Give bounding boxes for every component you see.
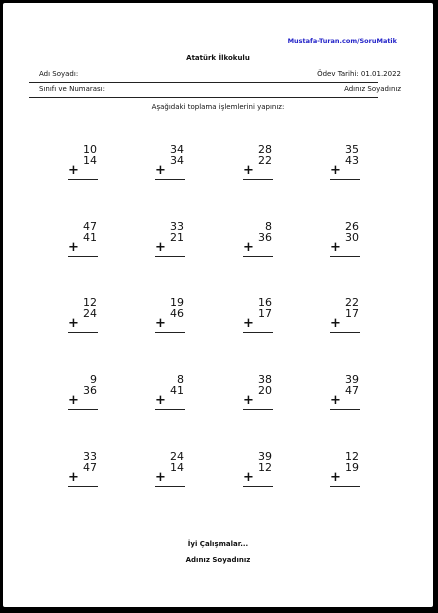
addition-problem bbox=[155, 451, 195, 495]
first-addend: 34 bbox=[170, 143, 184, 156]
second-addend: 43 bbox=[345, 154, 359, 167]
addition-problem bbox=[330, 221, 370, 265]
first-addend: 12 bbox=[83, 296, 97, 309]
first-addend: 28 bbox=[258, 143, 272, 156]
second-addend: 36 bbox=[258, 231, 272, 244]
answer-line bbox=[155, 409, 185, 410]
answer-line bbox=[330, 179, 360, 180]
first-addend: 33 bbox=[83, 450, 97, 463]
addition-problem bbox=[155, 297, 195, 341]
plus-sign: + bbox=[68, 316, 79, 331]
addition-problem bbox=[243, 144, 283, 188]
first-addend: 24 bbox=[170, 450, 184, 463]
second-addend: 30 bbox=[345, 231, 359, 244]
addition-problem bbox=[330, 297, 370, 341]
plus-sign: + bbox=[330, 316, 341, 331]
plus-sign: + bbox=[330, 240, 341, 255]
answer-line bbox=[68, 332, 98, 333]
second-addend: 20 bbox=[258, 384, 272, 397]
addition-problem bbox=[243, 451, 283, 495]
answer-line bbox=[243, 409, 273, 410]
plus-sign: + bbox=[68, 393, 79, 408]
addition-problem bbox=[68, 374, 108, 418]
addition-problem bbox=[68, 451, 108, 495]
first-addend: 26 bbox=[345, 220, 359, 233]
answer-line bbox=[330, 409, 360, 410]
teacher-name: Adınız Soyadınız bbox=[344, 85, 401, 93]
problem-grid bbox=[3, 3, 433, 607]
plus-sign: + bbox=[155, 470, 166, 485]
footer-signature: Adınız Soyadınız bbox=[185, 556, 251, 564]
student-name-label: Adı Soyadı: bbox=[39, 70, 79, 78]
plus-sign: + bbox=[155, 163, 166, 178]
second-addend: 24 bbox=[83, 307, 97, 320]
answer-line bbox=[243, 486, 273, 487]
second-addend: 46 bbox=[170, 307, 184, 320]
second-addend: 41 bbox=[170, 384, 184, 397]
answer-line bbox=[68, 486, 98, 487]
second-addend: 21 bbox=[170, 231, 184, 244]
answer-line bbox=[330, 332, 360, 333]
answer-line bbox=[243, 256, 273, 257]
first-addend: 19 bbox=[170, 296, 184, 309]
plus-sign: + bbox=[68, 470, 79, 485]
good-luck-message: İyi Çalışmalar... bbox=[187, 540, 249, 548]
second-addend: 41 bbox=[83, 231, 97, 244]
first-addend: 38 bbox=[258, 373, 272, 386]
website-link[interactable]: Mustafa-Turan.com/SoruMatik bbox=[287, 37, 397, 45]
first-addend: 9 bbox=[90, 373, 97, 386]
first-addend: 16 bbox=[258, 296, 272, 309]
second-addend: 14 bbox=[170, 461, 184, 474]
answer-line bbox=[155, 332, 185, 333]
answer-line bbox=[155, 256, 185, 257]
plus-sign: + bbox=[155, 393, 166, 408]
plus-sign: + bbox=[243, 393, 254, 408]
answer-line bbox=[330, 256, 360, 257]
plus-sign: + bbox=[68, 240, 79, 255]
plus-sign: + bbox=[243, 163, 254, 178]
addition-problem bbox=[155, 221, 195, 265]
second-addend: 19 bbox=[345, 461, 359, 474]
answer-line bbox=[155, 179, 185, 180]
first-addend: 33 bbox=[170, 220, 184, 233]
first-addend: 10 bbox=[83, 143, 97, 156]
answer-line bbox=[155, 486, 185, 487]
plus-sign: + bbox=[330, 393, 341, 408]
addition-problem bbox=[68, 297, 108, 341]
school-name: Atatürk İlkokulu bbox=[186, 54, 250, 62]
addition-problem bbox=[243, 297, 283, 341]
second-addend: 14 bbox=[83, 154, 97, 167]
instruction-text: Aşağıdaki toplama işlemlerini yapınız: bbox=[151, 103, 285, 111]
first-addend: 8 bbox=[177, 373, 184, 386]
addition-problem bbox=[243, 221, 283, 265]
first-addend: 8 bbox=[265, 220, 272, 233]
plus-sign: + bbox=[155, 316, 166, 331]
first-addend: 39 bbox=[345, 373, 359, 386]
answer-line bbox=[68, 256, 98, 257]
addition-problem bbox=[330, 451, 370, 495]
second-addend: 22 bbox=[258, 154, 272, 167]
answer-line bbox=[243, 332, 273, 333]
addition-problem bbox=[243, 374, 283, 418]
answer-line bbox=[330, 486, 360, 487]
second-addend: 47 bbox=[83, 461, 97, 474]
plus-sign: + bbox=[243, 470, 254, 485]
addition-problem bbox=[330, 144, 370, 188]
answer-line bbox=[243, 179, 273, 180]
addition-problem bbox=[68, 221, 108, 265]
first-addend: 35 bbox=[345, 143, 359, 156]
answer-line bbox=[68, 179, 98, 180]
worksheet-page bbox=[3, 3, 433, 607]
plus-sign: + bbox=[243, 316, 254, 331]
second-addend: 12 bbox=[258, 461, 272, 474]
addition-problem bbox=[155, 144, 195, 188]
second-addend: 17 bbox=[345, 307, 359, 320]
first-addend: 22 bbox=[345, 296, 359, 309]
plus-sign: + bbox=[330, 163, 341, 178]
plus-sign: + bbox=[330, 470, 341, 485]
first-addend: 39 bbox=[258, 450, 272, 463]
plus-sign: + bbox=[68, 163, 79, 178]
second-addend: 34 bbox=[170, 154, 184, 167]
class-number-label: Sınıfı ve Numarası: bbox=[39, 85, 105, 93]
homework-date: Ödev Tarihi: 01.01.2022 bbox=[317, 70, 401, 78]
plus-sign: + bbox=[155, 240, 166, 255]
second-addend: 17 bbox=[258, 307, 272, 320]
answer-line bbox=[68, 409, 98, 410]
addition-problem bbox=[155, 374, 195, 418]
addition-problem bbox=[68, 144, 108, 188]
plus-sign: + bbox=[243, 240, 254, 255]
first-addend: 47 bbox=[83, 220, 97, 233]
second-addend: 36 bbox=[83, 384, 97, 397]
first-addend: 12 bbox=[345, 450, 359, 463]
second-addend: 47 bbox=[345, 384, 359, 397]
addition-problem bbox=[330, 374, 370, 418]
